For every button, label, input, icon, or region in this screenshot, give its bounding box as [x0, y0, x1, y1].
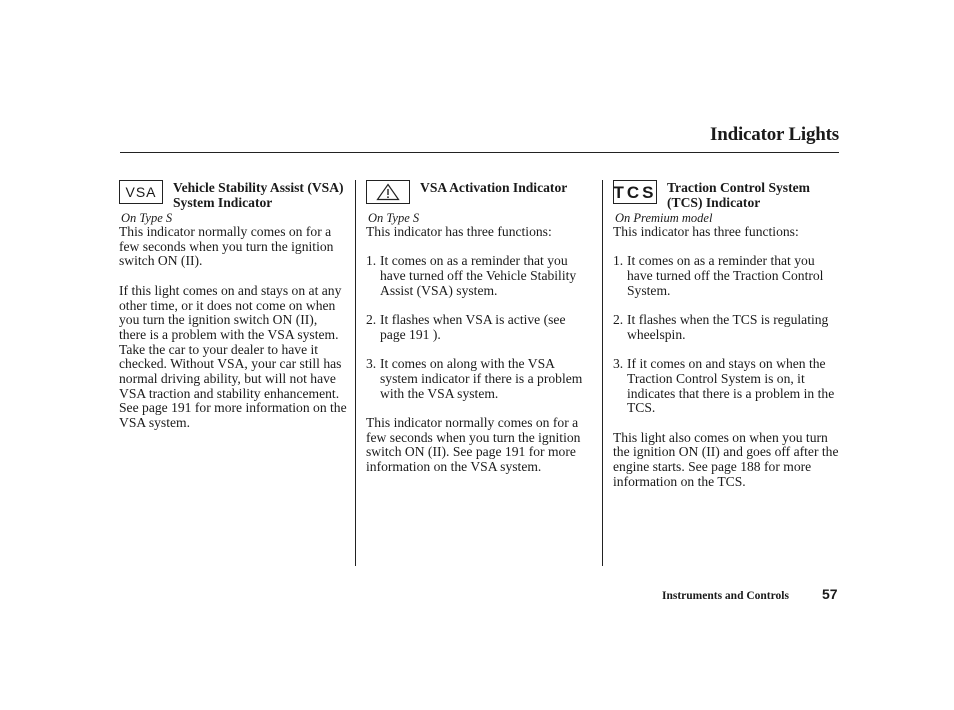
list-item	[366, 313, 594, 342]
list-item	[366, 357, 594, 401]
vsa-icon: VSA	[119, 180, 163, 204]
list-item	[613, 254, 841, 298]
column-vsa-system	[119, 180, 347, 446]
column-header	[613, 180, 841, 211]
closing-text: This indicator normally comes on for a few seconds when you turn the ignition switch ON (II). See page 191 for more information on the VSA system.	[366, 415, 581, 475]
list-number: 1.	[613, 253, 624, 269]
list-text: If it comes on and stays on when the Traction Control System is on, it indicates that there is a problem in the TCS.	[627, 356, 835, 416]
list-number: 2.	[366, 312, 377, 328]
footer-section-title: Instruments and Controls	[662, 590, 789, 602]
page-number: 57	[822, 586, 838, 602]
column-divider-2	[602, 180, 603, 566]
list-item	[613, 313, 841, 342]
indicator-title: Vehicle Stability Assist (VSA) System Indicator	[173, 180, 344, 210]
list-text: It comes on as a reminder that you have turned off the Vehicle Stability Assist (VSA) system.	[380, 253, 577, 298]
list-number: 2.	[613, 312, 624, 328]
list-text: It comes on as a reminder that you have turned off the Traction Control System.	[627, 253, 824, 298]
column-header	[119, 180, 347, 211]
list-number: 3.	[613, 356, 624, 372]
intro-text: This indicator has three functions:	[366, 224, 552, 239]
applicability-note: On Premium model	[615, 211, 713, 225]
list-item	[613, 357, 841, 416]
column-vsa-activation	[366, 180, 594, 490]
list-number: 1.	[366, 253, 377, 269]
list-text: It flashes when the TCS is regulating wheelspin.	[627, 312, 829, 342]
paragraph: This indicator normally comes on for a few seconds when you turn the ignition switch ON (II).	[119, 224, 334, 269]
closing-text: This light also comes on when you turn the ignition ON (II) and goes off after the engine starts. See page 188 for more information on the TCS.	[613, 429, 839, 489]
paragraph: If this light comes on and stays on at any other time, or it does not come on when you turn the ignition switch ON (II), there is a problem with the VSA system. Take the car to your dealer to have it checked. Without VSA, your car still has normal driving ability, but will not have VSA traction and stability enhancement. See page 191 for more information on the VSA system.	[119, 282, 347, 431]
indicator-title: Traction Control System (TCS) Indicator	[667, 180, 810, 210]
applicability-note: On Type S	[121, 211, 173, 225]
list-text: It comes on along with the VSA system indicator if there is a problem with the VSA system.	[380, 356, 583, 401]
heading-rule	[120, 152, 839, 153]
warning-triangle-icon	[366, 180, 410, 204]
column-header	[366, 180, 594, 211]
page-heading: Indicator Lights	[710, 124, 839, 145]
column-divider-1	[355, 180, 356, 566]
column-tcs	[613, 180, 841, 504]
list-number: 3.	[366, 356, 377, 372]
indicator-title: VSA Activation Indicator	[420, 180, 568, 195]
list-text: It flashes when VSA is active (see page 191 ).	[380, 312, 566, 342]
intro-text: This indicator has three functions:	[613, 224, 799, 239]
applicability-note: On Type S	[368, 211, 420, 225]
tcs-icon: TCS	[613, 180, 657, 204]
list-item	[366, 254, 594, 298]
